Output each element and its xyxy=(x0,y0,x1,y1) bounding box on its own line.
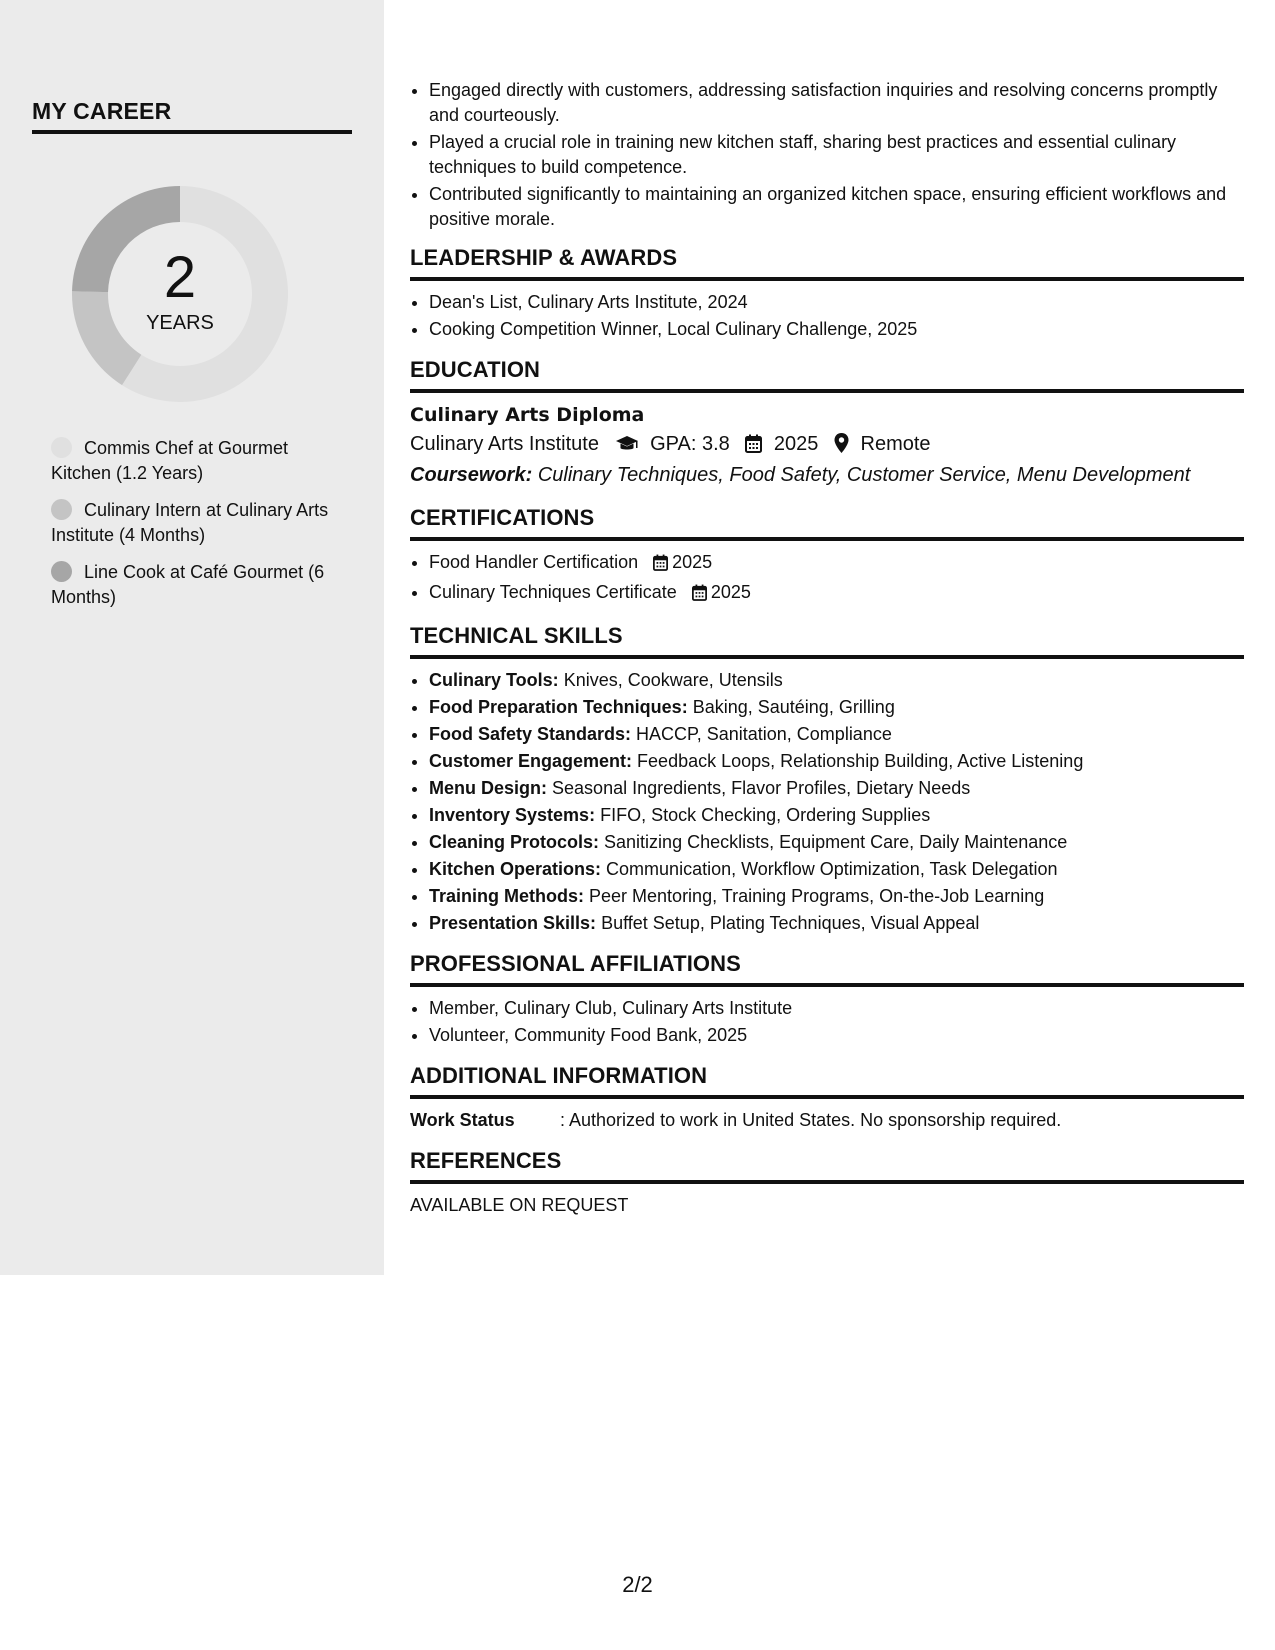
skill-value: Knives, Cookware, Utensils xyxy=(563,670,783,690)
calendar-icon xyxy=(653,552,668,579)
career-legend-item xyxy=(51,436,331,486)
skill-label: Cleaning Protocols: xyxy=(429,832,600,852)
section-heading: EDUCATION xyxy=(410,357,1244,393)
sidebar xyxy=(0,0,384,1275)
education-year: 2025 xyxy=(773,433,819,455)
list-item xyxy=(429,883,1244,910)
work-status xyxy=(410,1107,1244,1134)
education-section xyxy=(410,357,1244,491)
certification-name: Food Handler Certification xyxy=(429,552,639,572)
list-item xyxy=(429,721,1244,748)
list-item: • Member, Culinary Club, Culinary Arts Institute xyxy=(429,995,1244,1022)
education-location: Remote xyxy=(860,433,931,455)
skill-label: Inventory Systems: xyxy=(429,805,596,825)
career-legend xyxy=(51,436,331,622)
coursework-value: Culinary Techniques, Food Safety, Customer Service, Menu Development xyxy=(537,464,1191,486)
list-item xyxy=(429,910,1244,937)
legend-dot-icon xyxy=(51,437,72,458)
list-item xyxy=(429,579,1244,609)
list-item xyxy=(429,549,1244,579)
list-item: • Played a crucial role in training new kitchen staff, sharing best practices and essential culinary techniques to build competence. xyxy=(429,130,1244,179)
education-gpa: GPA: 3.8 xyxy=(650,433,730,455)
education-coursework xyxy=(410,460,1244,491)
coursework-label: Coursework: xyxy=(410,464,533,486)
list-item xyxy=(429,775,1244,802)
list-item: • Contributed significantly to maintaining an organized kitchen space, ensuring efficient workflows and positive morale. xyxy=(429,182,1244,231)
career-legend-item xyxy=(51,560,331,610)
skill-label: Presentation Skills: xyxy=(429,913,597,933)
career-title-rule xyxy=(32,130,352,134)
section-heading: REFERENCES xyxy=(410,1148,1244,1184)
work-status-label: Work Status xyxy=(410,1110,515,1130)
education-details xyxy=(410,429,1244,460)
calendar-icon xyxy=(745,429,762,460)
skill-value: Peer Mentoring, Training Programs, On-the-Job Learning xyxy=(589,886,1045,906)
legend-label: Line Cook at Café Gourmet (6 Months) xyxy=(51,562,325,607)
list-item xyxy=(429,856,1244,883)
skill-label: Menu Design: xyxy=(429,778,548,798)
list-item: • Volunteer, Community Food Bank, 2025 xyxy=(429,1022,1244,1049)
additional-info-section xyxy=(410,1063,1244,1134)
section-heading: PROFESSIONAL AFFILIATIONS xyxy=(410,951,1244,987)
legend-label: Commis Chef at Gourmet Kitchen (1.2 Years) xyxy=(51,438,289,483)
page-number: 2/2 xyxy=(622,1572,653,1597)
list-item xyxy=(429,802,1244,829)
experience-bullets xyxy=(410,78,1244,231)
skill-label: Kitchen Operations: xyxy=(429,859,602,879)
skill-value: Buffet Setup, Plating Techniques, Visual Appeal xyxy=(601,913,980,933)
skill-label: Food Preparation Techniques: xyxy=(429,697,688,717)
certification-year: 2025 xyxy=(672,552,713,572)
references-text: AVAILABLE ON REQUEST xyxy=(410,1195,629,1215)
skill-value: Seasonal Ingredients, Flavor Profiles, Dietary Needs xyxy=(552,778,971,798)
calendar-icon xyxy=(692,582,707,609)
skills-section xyxy=(410,623,1244,937)
leadership-section xyxy=(410,245,1244,343)
skill-value: Feedback Loops, Relationship Building, Active Listening xyxy=(637,751,1084,771)
legend-dot-icon xyxy=(51,499,72,520)
map-pin-icon xyxy=(834,429,849,460)
list-item xyxy=(429,694,1244,721)
graduation-cap-icon xyxy=(615,429,639,460)
list-item xyxy=(429,829,1244,856)
career-total-unit: YEARS xyxy=(146,312,214,334)
references-section xyxy=(410,1148,1244,1219)
list-item: • Cooking Competition Winner, Local Culinary Challenge, 2025 xyxy=(429,316,1244,343)
skill-label: Food Safety Standards: xyxy=(429,724,632,744)
list-item xyxy=(429,748,1244,775)
section-heading: CERTIFICATIONS xyxy=(410,505,1244,541)
skill-label: Culinary Tools: xyxy=(429,670,559,690)
skill-value: Sanitizing Checklists, Equipment Care, Daily Maintenance xyxy=(604,832,1068,852)
certification-year: 2025 xyxy=(710,582,751,602)
career-total-number: 2 xyxy=(163,245,197,310)
list-item: • Dean's List, Culinary Arts Institute, 2024 xyxy=(429,289,1244,316)
certification-name: Culinary Techniques Certificate xyxy=(429,582,677,602)
education-school: Culinary Arts Institute xyxy=(410,433,599,455)
legend-dot-icon xyxy=(51,561,72,582)
work-status-value: : Authorized to work in United States. No sponsorship required. xyxy=(560,1110,1062,1130)
list-item: • Engaged directly with customers, addressing satisfaction inquiries and resolving concerns promptly and courteously. xyxy=(429,78,1244,127)
certifications-section xyxy=(410,505,1244,609)
list-item xyxy=(429,667,1244,694)
skill-value: Communication, Workflow Optimization, Task Delegation xyxy=(606,859,1058,879)
main-content xyxy=(410,78,1244,1219)
section-heading: LEADERSHIP & AWARDS xyxy=(410,245,1244,281)
legend-label: Culinary Intern at Culinary Arts Institute (4 Months) xyxy=(51,500,329,545)
education-degree: Culinary Arts Diploma xyxy=(410,404,645,426)
section-heading: TECHNICAL SKILLS xyxy=(410,623,1244,659)
career-title: MY CAREER xyxy=(32,98,172,124)
skill-value: Baking, Sautéing, Grilling xyxy=(692,697,895,717)
skill-label: Training Methods: xyxy=(429,886,584,906)
affiliations-section xyxy=(410,951,1244,1049)
skill-value: FIFO, Stock Checking, Ordering Supplies xyxy=(600,805,931,825)
skill-label: Customer Engagement: xyxy=(429,751,633,771)
career-legend-item xyxy=(51,498,331,548)
skill-value: HACCP, Sanitation, Compliance xyxy=(636,724,892,744)
section-heading: ADDITIONAL INFORMATION xyxy=(410,1063,1244,1099)
